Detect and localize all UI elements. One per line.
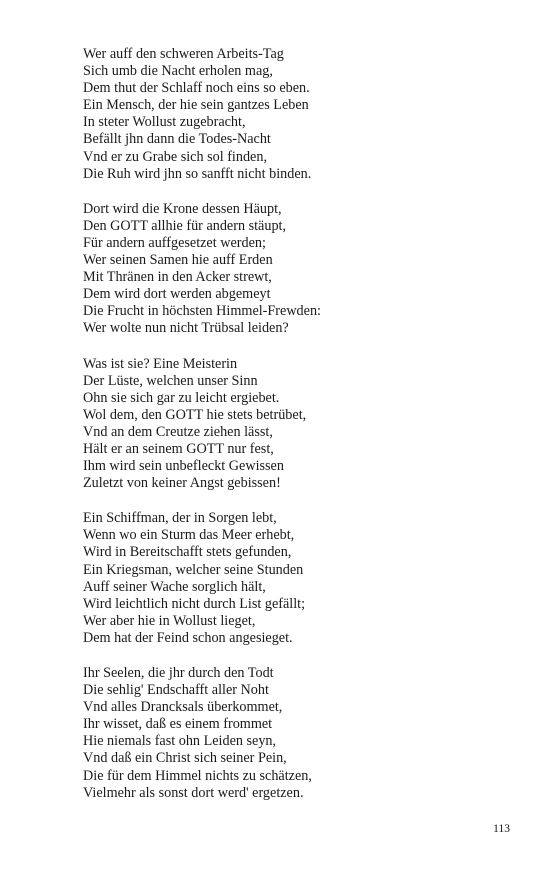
poem-line: Die sehlig' Endschafft aller Noht <box>83 682 269 699</box>
poem-line: Die Ruh wird jhn so sanfft nicht binden. <box>83 165 312 182</box>
stanza-3 <box>83 356 523 493</box>
poem-line: Ein Schiffman, der in Sorgen lebt, <box>83 510 277 527</box>
poem-line: Dort wird die Krone dessen Häupt, <box>83 200 282 217</box>
stanza-5 <box>83 665 523 802</box>
poem-line: Die für dem Himmel nichts zu schätzen, <box>83 767 312 784</box>
poem-line: Vnd er zu Grabe sich sol finden, <box>83 148 267 165</box>
poem-line: Mit Thränen in den Acker strewt, <box>83 269 272 286</box>
poem-line: In steter Wollust zugebracht, <box>83 114 246 131</box>
poem-line: Dem thut der Schlaff noch eins so eben. <box>83 80 310 97</box>
poem-line: Wenn wo ein Sturm das Meer erhebt, <box>83 527 295 544</box>
poem-line: Für andern auffgesetzet werden; <box>83 234 266 251</box>
poem-line: Ihr Seelen, die jhr durch den Todt <box>83 665 274 681</box>
page-number: 113 <box>493 823 510 835</box>
poem-line: Ein Mensch, der hie sein gantzes Leben <box>83 97 309 114</box>
poem-line: Befällt jhn dann die Todes-Nacht <box>83 131 271 148</box>
poem-line: Hie niemals fast ohn Leiden seyn, <box>83 733 277 750</box>
poem-line: Ohn sie sich gar zu leicht ergiebet. <box>83 389 280 406</box>
poem-line: Hält er an seinem GOTT nur fest, <box>83 440 274 457</box>
poem-line: Vnd an dem Creutze ziehen lässt, <box>83 423 273 440</box>
stanza-2 <box>83 201 523 338</box>
poem-line: Der Lüste, welchen unser Sinn <box>83 372 258 389</box>
poem-line: Wer seinen Samen hie auff Erden <box>83 252 273 269</box>
poem-line: Ihm wird sein unbefleckt Gewissen <box>83 458 284 475</box>
poem-line: Vnd alles Drancksals überkommet, <box>83 699 283 716</box>
poem-line: Wer wolte nun nicht Trübsal leiden? <box>83 320 289 337</box>
poem-line: Dem wird dort werden abgemeyt <box>83 286 271 303</box>
poem-line: Dem hat der Feind schon angesieget. <box>83 629 293 646</box>
poem-line: Zuletzt von keiner Angst gebissen! <box>83 475 281 492</box>
poem-line: Wer auff den schweren Arbeits-Tag <box>83 46 284 62</box>
poem <box>83 46 523 820</box>
poem-line: Vielmehr als sonst dort werd' ergetzen. <box>83 784 304 801</box>
poem-line: Vnd daß ein Christ sich seiner Pein, <box>83 750 287 767</box>
poem-line: Sich umb die Nacht erholen mag, <box>83 63 273 80</box>
stanza-1 <box>83 46 523 183</box>
poem-line: Wird in Bereitschafft stets gefunden, <box>83 544 292 561</box>
poem-line: Auff seiner Wache sorglich hält, <box>83 578 266 595</box>
poem-line: Ihr wisset, daß es einem frommet <box>83 716 273 733</box>
stanza-4 <box>83 510 523 647</box>
poem-line: Wird leichtlich nicht durch List gefällt; <box>83 595 306 612</box>
poem-line: Die Frucht in höchsten Himmel-Frewden: <box>83 303 321 320</box>
poem-line: Ein Kriegsman, welcher seine Stunden <box>83 561 304 578</box>
poem-line: Wol dem, den GOTT hie stets betrübet, <box>83 406 307 423</box>
poem-line: Wer aber hie in Wollust lieget, <box>83 612 256 629</box>
poem-line: Was ist sie? Eine Meisterin <box>83 355 238 372</box>
poem-line: Den GOTT allhie für andern stäupt, <box>83 217 287 234</box>
